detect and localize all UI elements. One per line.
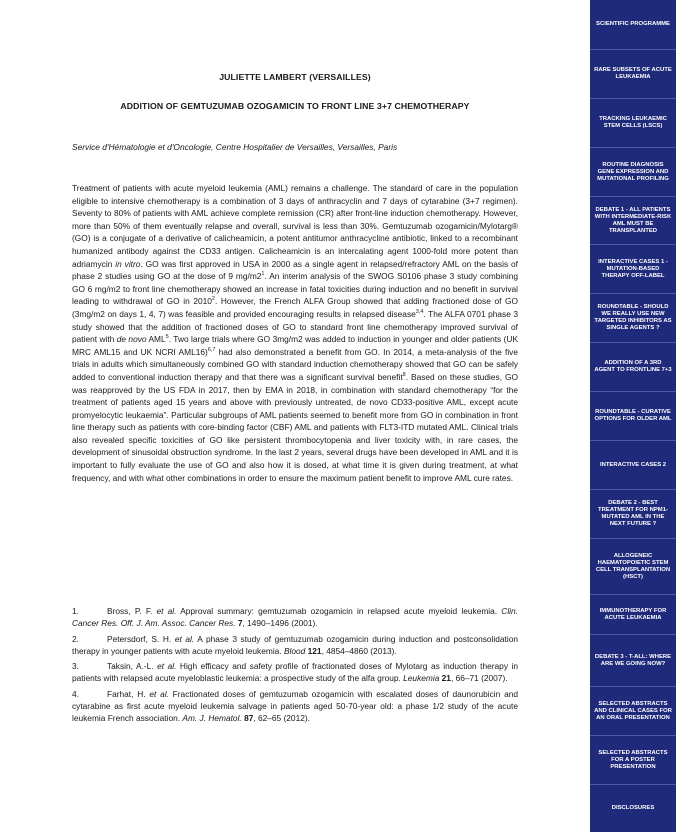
reference-title: Approval summary: gemtuzumab ozogamicin in relapsed acute myeloid leukemia. [176,606,502,616]
nav-interactive-cases-2[interactable]: INTERACTIVE CASES 2 [599,461,667,468]
citation-marker: 5 [165,334,169,341]
nav-interactive-cases-1[interactable]: INTERACTIVE CASES 1 - MUTATION-BASED THERAPY OFF-LABEL [598,258,668,279]
reference-number: 4. [72,688,79,699]
reference-number: 2. [72,633,79,644]
affiliation: Service d'Hématologie et d'Oncologie, Centre Hospitalier de Versailles, Versailles, Paris [72,142,398,152]
reference-authors: Petersdorf, S. H. [107,633,175,644]
abstract-title: ADDITION OF GEMTUZUMAB OZOGAMICIN TO FRONT LINE 3+7 CHEMOTHERAPY [120,101,470,111]
citation-marker: 2 [211,296,215,303]
body-text: . GO was first approved in USA in 2000 as a single agent in relapsed/refractory AML on the basis of phase 2 studies using GO at the dose of 9 mg/m2 [72,258,518,282]
reference-title: Fractionated doses of gemtuzumab ozogamicin with escalated doses of daunorubicin and cytarabine as first acute myeloid leukemia salvage in patients aged 50-70-year old: a phase 1/2 study of the acute leukemia French association. [72,688,518,724]
nav-abstracts-oral[interactable]: SELECTED ABSTRACTS AND CLINICAL CASES FOR AN ORAL PRESENTATION [594,700,672,721]
reference-number: 1. [72,606,79,616]
reference-pages: , 66–71 (2007). [450,673,508,684]
reference-volume: 87 [244,713,254,724]
body-text: . An interim analysis of the SWOG S0106 phase 3 study combining GO 6 mg/m2 to front line chemotherapy showed an increase in fatal toxicities during induction and no benefit in survival leading to withdrawal of GO in 2010 [72,271,518,307]
nav-third-agent[interactable]: ADDITION OF A 3RD AGENT TO FRONTLINE 7+3 [594,360,672,373]
reference-authors: Bross, P. F. [107,606,157,616]
nav-abstracts-poster[interactable]: SELECTED ABSTRACTS FOR A POSTER PRESENTATION [598,749,668,770]
body-text: . Two large trials where GO 3mg/m2 was added to induction in younger and older patients (UK MRC AML15 and UK NCRI AML16) [72,334,519,357]
nav-roundtable-inhibitors[interactable]: ROUNDTABLE - SHOULD WE REALLY USE NEW TARGETED INHIBITORS AS SINGLE AGENTS ? [594,304,672,331]
reference-journal: Am. J. Hematol. [182,713,242,724]
reference-journal: Leukemia [403,673,440,684]
nav-allogeneic-hsct[interactable]: ALLOGENEIC HAEMATOPOIETIC STEM CELL TRANSPLANTATION (HSCT) [595,552,671,580]
body-italic: de novo [116,334,147,345]
reference-etal: et al. [174,633,195,644]
author-heading: JULIETTE LAMBERT (VERSAILLES) [219,72,371,82]
reference-item [72,660,518,685]
body-text: . Based on these studies, GO was reapproved by the US FDA in 2017, then by EMA in 2018, in combination with standard chemotherapy “for the treatment of patients aged 15 years and above with previously untreated, de novo CD33-positive AML, except acute promyelocytic leukaemia”. Particular subgroups of AML patients seemed to benefit more from GO in combination in front line therapy such as patients with core-binding factor (CBF) AML and patients with FLT3-ITD mutated AML. Clinical trials also revealed specific toxicities of GO like persistent thrombocytopenia and liver toxicity with, in rare cases, the development of sinusoidal obstruction syndrome. In the last 2 years, several drugs have been developed in AML and it is important to fully evaluate the use of GO and also how it is dosed, at what time it is given during treatment, at what frequency, and with what other combinations in order to ensure the maximum patient benefit to improve AML cure rates. [72,371,518,483]
body-text: AML [146,334,166,345]
reference-pages: , 4854–4860 (2013). [321,645,397,656]
nav-debate-1[interactable]: DEBATE 1 - ALL PATIENTS WITH INTERMEDIATE-RISK AML MUST BE TRANSPLANTED [594,206,672,234]
reference-journal: Clin. Cancer Res. Off. J. Am. Assoc. Cancer Res. [72,606,518,629]
reference-etal: et al. [156,606,177,616]
body-text: . The ALFA 0701 phase 3 study showed that the addition of fractioned doses of GO to standard front line chemotherapy improved survival of patient with [72,308,518,345]
nav-immunotherapy[interactable]: IMMUNOTHERAPY FOR ACUTE LEUKAEMIA [599,607,667,621]
sidebar-nav [590,0,676,832]
nav-debate-2[interactable]: DEBATE 2 - BEST TREATMENT FOR NPM1-MUTATED AML IN THE NEXT FUTURE ? [598,500,668,527]
nav-disclosures[interactable]: DISCLOSURES [611,805,655,811]
citation-marker: 1 [261,271,265,278]
body-text: had also demonstrated a benefit from GO. In 2014, a meta-analysis of the five trials in adults which simultaneously combined GO with standard induction chemotherapy showed that GO can be safely added to conventional induction therapy and that there was a significant survival benefit [72,346,518,382]
body-text: . However, the French ALFA Group showed that adding fractioned dose of GO (3mg/m2 on days 1, 4, 7) was feasible and provided encouraging results in relapsed disease [72,296,518,319]
reference-journal: Blood [283,645,306,656]
reference-etal: et al. [149,688,169,699]
reference-pages: , 62–65 (2012). [253,713,310,724]
nav-tracking-lsc[interactable]: TRACKING LEUKAEMIC STEM CELLS (LSCS) [599,116,667,129]
body-text: Treatment of patients with acute myeloid leukemia (AML) remains a challenge. The standard of care in the population eligible to intensive chemotherapy is a combination of 3 days of anthracyclin and 7 days of cytarabine (3+7 regimen). Seventy to 80% of patients with AML achieve complete remission (CR) after front-line induction chemotherapy. However, more than 50% of them eventually relapse and overall, survival is less than 30%. Gemtuzumab ozogamicin/Mylotarg® (GO) is a conjugate of a derivative of calicheamicin, a potent antitumor anthracycline antibiotic, linked to a recombinant humanized antibody against the CD33 antigen. Calicheamicin is an intercalating agent 1000-fold more potent than adriamycin [72,183,518,269]
reference-item [72,605,518,630]
body-italic: in vitro [115,258,141,269]
citation-marker: 8 [402,372,406,379]
nav-rare-subsets[interactable]: RARE SUBSETS OF ACUTE LEUKAEMIA [594,67,672,80]
reference-list [72,605,518,728]
reference-volume: 21 [441,673,451,684]
citation-marker: 3,4 [415,309,424,316]
citation-marker: 6,7 [207,346,216,353]
reference-item [72,688,518,725]
reference-etal: et al. [157,661,177,672]
nav-scientific-programme[interactable]: SCIENTIFIC PROGRAMME [596,21,670,27]
reference-title: A phase 3 study of gemtuzumab ozogamicin during induction and postconsolidation therapy in younger patients with acute myeloid leukemia. [72,633,518,656]
reference-volume: 121 [307,645,322,656]
reference-item [72,633,518,658]
reference-title: High efficacy and safety profile of fractionated doses of Mylotarg as induction therapy in patients with relapsed acute myeloblastic leukemia: a prospective study of the alfa group. [72,661,518,684]
nav-roundtable-older-aml[interactable]: ROUNDTABLE - CURATIVE OPTIONS FOR OLDER AML [594,409,672,422]
reference-pages: , 1490–1496 (2001). [242,618,318,629]
reference-authors: Farhat, H. [107,688,150,699]
nav-debate-3[interactable]: DEBATE 3 - T-ALL: WHERE ARE WE GOING NOW? [594,653,672,667]
reference-volume: 7 [237,618,243,629]
reference-authors: Taksin, A.-L. [107,661,158,672]
reference-number: 3. [72,661,79,672]
nav-routine-diagnosis[interactable]: ROUTINE DIAGNOSIS GENE EXPRESSION AND MUTATIONAL PROFILING [597,161,669,182]
abstract-body [72,182,518,484]
